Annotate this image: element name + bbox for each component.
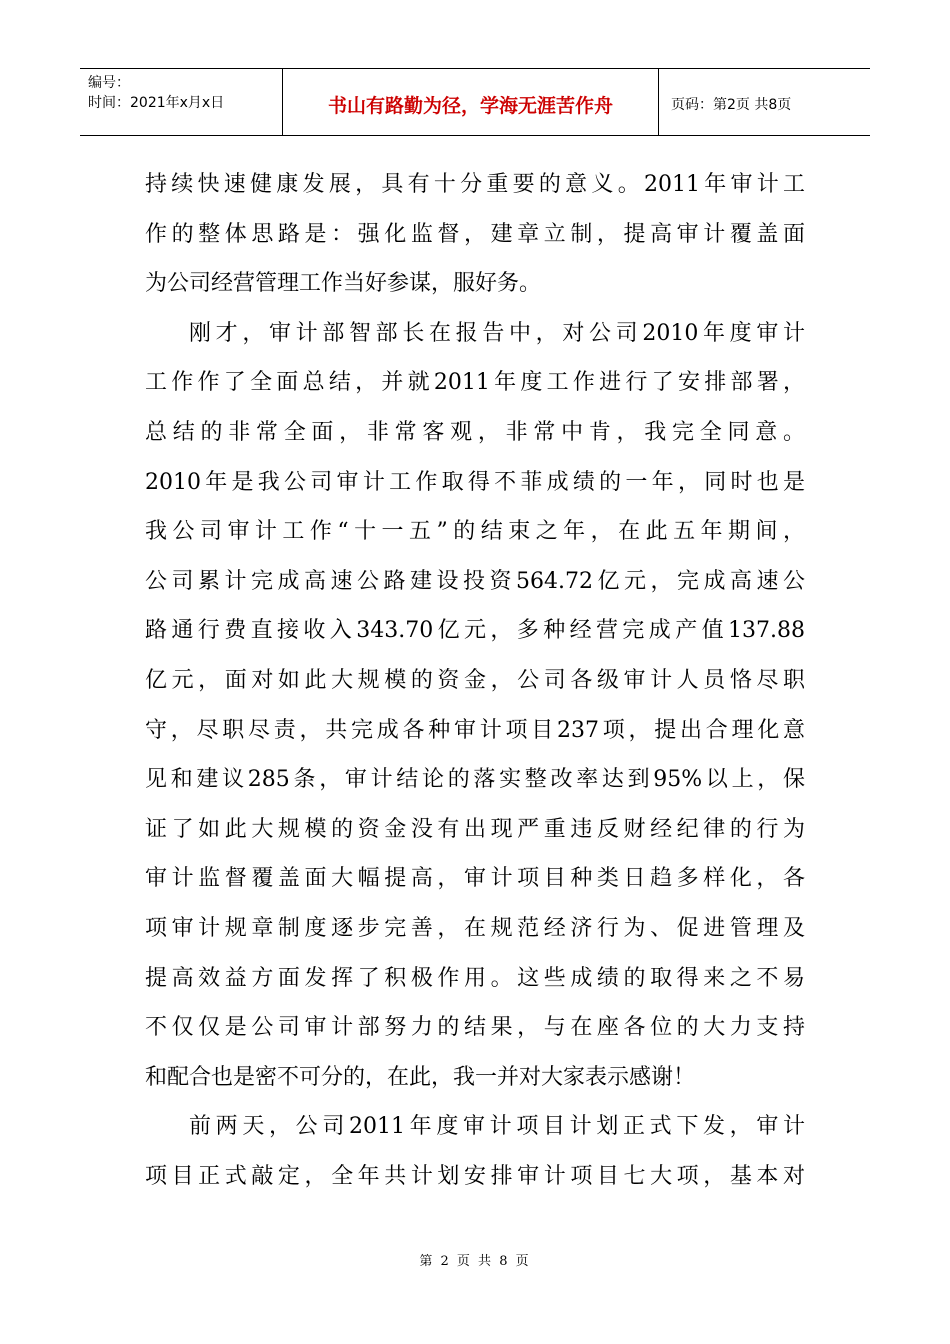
body-line: 证了如此大规模的资金没有出现严重违反财经纪律的行为 — [145, 816, 805, 842]
body-line: 守，尽职尽责，共完成各种审计项目237项，提出合理化意 — [145, 717, 805, 743]
header-motto: 书山有路勤为径，学海无涯苦作舟 — [283, 69, 659, 135]
document-date: 时间：2021年x月x日 — [88, 95, 225, 111]
body-line: 工作作了全面总结，并就2011年度工作进行了安排部署， — [145, 370, 805, 396]
body-line: 持续快速健康发展，具有十分重要的意义。2011年审计工 — [145, 172, 805, 197]
body-line: 公司累计完成高速公路建设投资564.72亿元，完成高速公 — [145, 568, 805, 594]
body-line: 我公司审计工作“十一五”的结束之年，在此五年期间， — [145, 519, 805, 545]
page-header — [80, 68, 870, 136]
body-line: 总结的非常全面，非常客观，非常中肯，我完全同意。 — [145, 419, 805, 445]
body-line: 作的整体思路是：强化监督，建章立制，提高审计覆盖面 — [145, 221, 805, 247]
body-line: 见和建议285条，审计结论的落实整改率达到95%以上，保 — [145, 767, 805, 793]
body-line: 亿元，面对如此大规模的资金，公司各级审计人员恪尽职 — [145, 667, 805, 693]
body-line: 提高效益方面发挥了积极作用。这些成绩的取得来之不易 — [145, 965, 805, 991]
body-line: 和配合也是密不可分的，在此，我一并对大家表示感谢！ — [145, 1064, 696, 1090]
document-number-label: 编号： — [88, 75, 130, 91]
body-line: 为公司经营管理工作当好参谋，服好务。 — [145, 271, 542, 297]
document-body — [145, 160, 805, 1201]
body-line: 审计监督覆盖面大幅提高，审计项目种类日趋多样化，各 — [145, 866, 805, 892]
body-line: 路通行费直接收入343.70亿元，多种经营完成产值137.88 — [145, 618, 805, 644]
body-line: 项目正式敲定，全年共计划安排审计项目七大项，基本对 — [145, 1163, 805, 1189]
body-line: 刚才，审计部智部长在报告中，对公司2010年度审计 — [189, 320, 805, 346]
body-line: 项审计规章制度逐步完善，在规范经济行为、促进管理及 — [145, 915, 805, 941]
body-line: 2010年是我公司审计工作取得不菲成绩的一年，同时也是 — [145, 469, 805, 495]
header-page-info: 页码：第2页 共8页 — [671, 97, 792, 113]
body-line: 前两天，公司2011年度审计项目计划正式下发，审计 — [189, 1114, 805, 1140]
header-meta — [80, 69, 283, 135]
body-line: 不仅仅是公司审计部努力的结果，与在座各位的大力支持 — [145, 1015, 805, 1041]
page-footer: 第 2 页 共 8 页 — [419, 1254, 531, 1269]
